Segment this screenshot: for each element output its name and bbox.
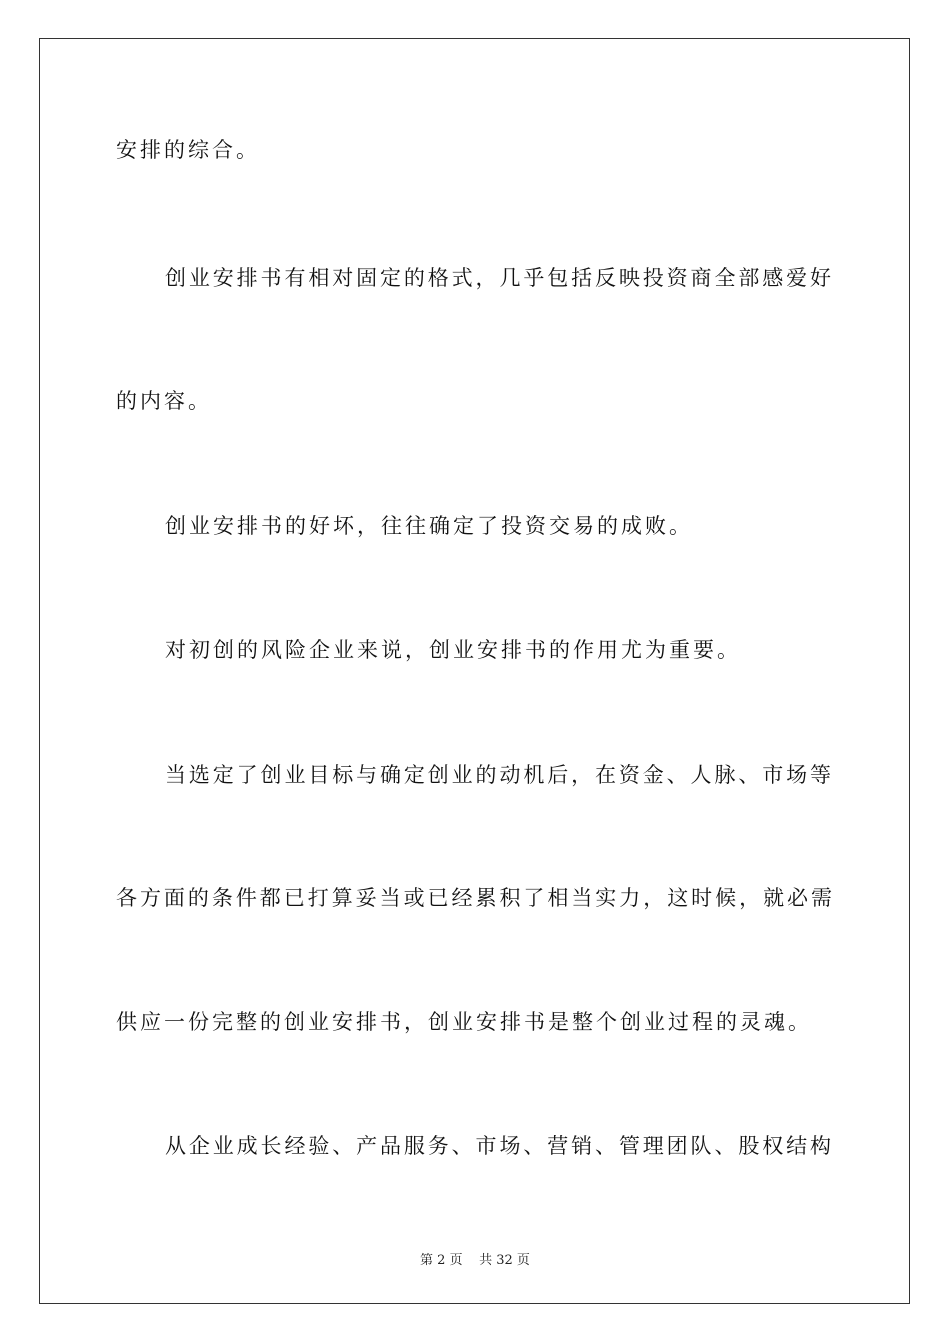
paragraph-line: 从企业成长经验、产品服务、市场、营销、管理团队、股权结构	[165, 1134, 831, 1158]
paragraph-line: 安排的综合。	[116, 138, 260, 162]
paragraph-line: 创业安排书有相对固定的格式，几乎包括反映投资商全部感爱好	[165, 266, 831, 290]
page-footer	[0, 1249, 950, 1268]
paragraph-line: 各方面的条件都已打算妥当或已经累积了相当实力，这时候，就必需	[116, 886, 832, 910]
page-number: 第 2 页	[420, 1253, 463, 1268]
paragraph-line: 对初创的风险企业来说，创业安排书的作用尤为重要。	[165, 638, 741, 662]
paragraph-line: 供应一份完整的创业安排书，创业安排书是整个创业过程的灵魂。	[116, 1010, 812, 1034]
paragraph-line: 的内容。	[116, 389, 212, 413]
page-total: 共 32 页	[479, 1253, 530, 1268]
paragraph-line: 创业安排书的好坏，往往确定了投资交易的成败。	[165, 514, 693, 538]
paragraph-line: 当选定了创业目标与确定创业的动机后，在资金、人脉、市场等	[165, 763, 831, 787]
page-border	[39, 38, 910, 1304]
